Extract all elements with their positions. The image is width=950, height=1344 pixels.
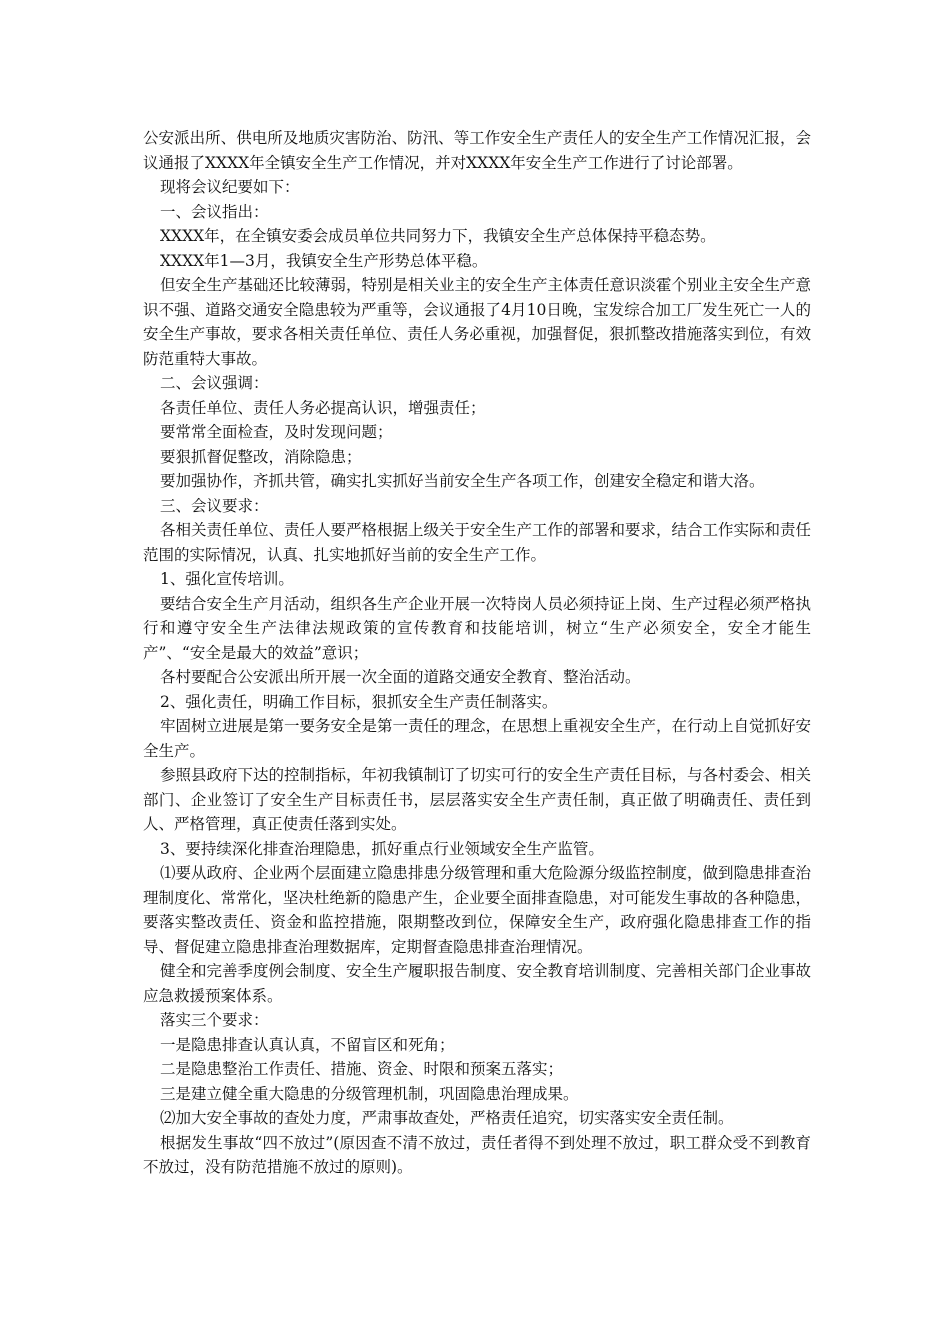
paragraph: 一、会议指出：	[160, 202, 269, 221]
document-body	[143, 126, 811, 1180]
paragraph: 1、强化宣传培训。	[160, 570, 294, 588]
paragraph: 2、强化责任，明确工作目标，狠抓安全生产责任制落实。	[160, 692, 558, 711]
paragraph: 各相关责任单位、责任人要严格根据上级关于安全生产工作的部署和要求，结合工作实际和责任范围的实际情况，认真、扎实地抓好当前的安全生产工作。	[143, 521, 812, 564]
paragraph: 三是建立健全重大隐患的分级管理机制，巩固隐患治理成果。	[160, 1084, 579, 1103]
paragraph: 各责任单位、责任人务必提高认识，增强责任；	[160, 398, 486, 417]
paragraph: 落实三个要求：	[160, 1011, 269, 1029]
paragraph: 要常常全面检查，及时发现问题；	[160, 423, 393, 441]
paragraph: 三、会议要求：	[160, 496, 269, 515]
paragraph: 各村要配合公安派出所开展一次全面的道路交通安全教育、整治活动。	[160, 668, 641, 686]
paragraph: ⑵加大安全事故的查处力度，严肃事故查处，严格责任追究，切实落实安全责任制。	[160, 1109, 734, 1127]
paragraph: 二、会议强调：	[160, 374, 269, 392]
paragraph: 3、要持续深化排查治理隐患，抓好重点行业领域安全生产监管。	[160, 839, 604, 858]
paragraph: 二是隐患整治工作责任、措施、资金、时限和预案五落实；	[160, 1060, 564, 1078]
paragraph: 要加强协作，齐抓共管，确实扎实抓好当前安全生产各项工作，创建安全稳定和谐大洛。	[160, 472, 765, 490]
paragraph: 公安派出所、供电所及地质灾害防治、防汛、等工作安全生产责任人的安全生产工作情况汇报，会议通报了XXXX年全镇安全生产工作情况，并对XXXX年安全生产工作进行了讨论部署。	[143, 129, 811, 172]
paragraph: XXXX年1—3月，我镇安全生产形势总体平稳。	[160, 251, 488, 270]
paragraph: 根据发生事故“四不放过”(原因查不清不放过，责任者得不到处理不放过，职工群众受不到教育不放过，没有防范措施不放过的原则)。	[143, 1133, 811, 1176]
paragraph: ⑴要从政府、企业两个层面建立隐患排患分级管理和重大危险源分级监控制度，做到隐患排查治理制度化、常常化，坚决杜绝新的隐患产生，企业要全面排查隐患，对可能发生事故的各种隐患，要落实整改责任、资金和监控措施，限期整改到位，保障安全生产，政府强化隐患排查工作的指导、督促建立隐患排查治理数据库，定期督查隐患排查治理情况。	[143, 864, 812, 956]
paragraph: 现将会议纪要如下：	[160, 178, 300, 196]
paragraph: 要结合安全生产月活动，组织各生产企业开展一次特岗人员必须持证上岗、生产过程必须严格执行和遵守安全生产法律法规政策的宣传教育和技能培训，树立“生产必须安全，安全才能生产”、“安全是最大的效益”意识；	[143, 594, 812, 662]
paragraph: 健全和完善季度例会制度、安全生产履职报告制度、安全教育培训制度、完善相关部门企业事故应急救援预案体系。	[143, 962, 812, 1005]
paragraph: XXXX年，在全镇安委会成员单位共同努力下，我镇安全生产总体保持平稳态势。	[160, 227, 716, 245]
paragraph: 要狠抓督促整改，消除隐患；	[160, 447, 362, 466]
paragraph: 参照县政府下达的控制指标，年初我镇制订了切实可行的安全生产责任目标，与各村委会、相关部门、企业签订了安全生产目标责任书，层层落实安全生产责任制，真正做了明确责任、责任到人、严格管理，真正使责任落到实处。	[143, 766, 812, 833]
paragraph: 牢固树立进展是第一要务安全是第一责任的理念，在思想上重视安全生产，在行动上自觉抓好安全生产。	[143, 717, 812, 760]
paragraph: 但安全生产基础还比较薄弱，特别是相关业主的安全生产主体责任意识淡霍个别业主安全生产意识不强、道路交通安全隐患较为严重等，会议通报了4月10日晚，宝发综合加工厂发生死亡一人的安全生产事故，要求各相关责任单位、责任人务必重视，加强督促，狠抓整改措施落实到位，有效防范重特大事故。	[143, 276, 812, 368]
paragraph: 一是隐患排查认真认真，不留盲区和死角；	[160, 1035, 455, 1054]
